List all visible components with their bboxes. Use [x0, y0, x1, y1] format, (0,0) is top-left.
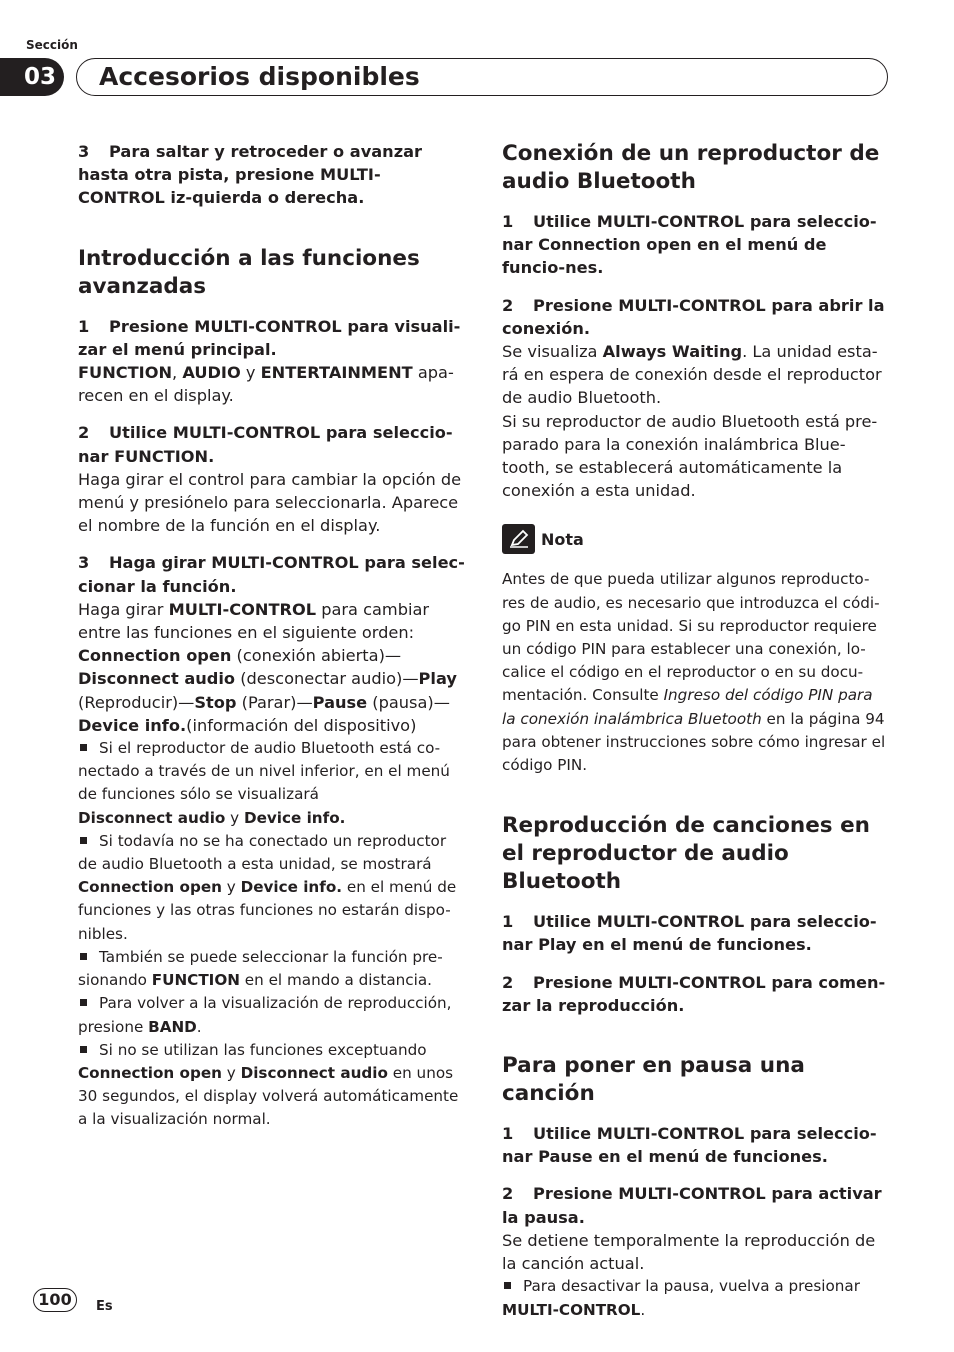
right-column: [502, 140, 890, 1322]
left-column: [78, 140, 466, 1132]
step-2-body: Se detiene temporalmente la reproducción de la canción actual.: [502, 1230, 876, 1274]
bullet-square-icon: [80, 1046, 87, 1053]
section-label: Sección: [26, 38, 78, 52]
step-2: 2 Utilice MULTI-CONTROL para seleccio-nar FUNCTION.: [78, 423, 453, 466]
heading-playback: Reproducción de canciones en el reproductor de audio Bluetooth: [502, 813, 870, 895]
step-1: 1 Utilice MULTI-CONTROL para seleccio-nar Pause en el menú de funciones.: [502, 1124, 877, 1167]
note-bullet: Para volver a la visualización de reproducción, presione BAND.: [78, 994, 452, 1036]
step-skip-track: 3 Para saltar y retroceder o avanzar hasta otra pista, presione MULTI-CONTROL iz-quierda o derecha.: [78, 142, 423, 208]
section-number-badge: 03: [0, 58, 64, 96]
note-bullet: Si no se utilizan las funciones exceptuando Connection open y Disconnect audio en unos 30 segundos, el display volverá automáticamente a la visualización normal.: [78, 1040, 459, 1129]
title-banner: [76, 58, 888, 96]
step-3-body: Haga girar MULTI-CONTROL para cambiar entre las funciones en el siguiente orden: Connection open (conexión abierta)— Disconnect audio (desconectar audio)—Play (Reproducir)—Stop (Parar)—Pause (pausa)— Device info.(información del dispositivo): [78, 599, 457, 735]
note-header: Nota: [502, 524, 890, 554]
step-1: 1 Utilice MULTI-CONTROL para seleccio-nar Play en el menú de funciones.: [502, 912, 877, 955]
step-1-body: FUNCTION, AUDIO y ENTERTAINMENT apa-recen en el display.: [78, 363, 454, 406]
heading-advanced-functions: Introducción a las funciones avanzadas: [78, 245, 420, 299]
bullet-square-icon: [80, 744, 87, 751]
bullet-square-icon: [80, 999, 87, 1006]
step-2: 2 Presione MULTI-CONTROL para comen-zar la reproducción.: [502, 972, 886, 1015]
step-3: 3 Haga girar MULTI-CONTROL para selec-cionar la función.: [78, 553, 465, 596]
step-1: 1 Presione MULTI-CONTROL para visuali-zar el menú principal.: [78, 316, 461, 359]
page-number: 100: [33, 1288, 77, 1312]
note-bullet: Si todavía no se ha conectado un reproductor de audio Bluetooth a esta unidad, se mostrará Connection open y Device info. en el menú de funciones y las otras funciones no estarán dispo-nibles.: [78, 831, 457, 943]
heading-pause: Para poner en pausa una canción: [502, 1053, 805, 1107]
step-2-body: Se visualiza Always Waiting. La unidad esta-rá en espera de conexión desde el reproductor de audio Bluetooth. Si su reproductor de audio Bluetooth está pre-parado para la conexión inalámbrica Blue-tooth, se establecerá automáticamente la conexión a esta unidad.: [502, 342, 882, 501]
note-text: Antes de que pueda utilizar algunos reproducto-res de audio, es necesario que introduzca el códi-go PIN en esta unidad. Si su reproductor requiere un código PIN para establecer una conexión, lo-calice el código en el reproductor o en su docu-mentación. Consulte Ingreso del código PIN para la conexión inalámbrica Bluetooth en la página 94 para obtener instrucciones sobre cómo ingresar el código PIN.: [502, 570, 886, 775]
bullet-square-icon: [80, 837, 87, 844]
step-1: 1 Utilice MULTI-CONTROL para seleccio-nar Connection open en el menú de funcio-nes.: [502, 212, 877, 278]
heading-bluetooth-connection: Conexión de un reproductor de audio Bluetooth: [502, 141, 880, 194]
note-bullet: Para desactivar la pausa, vuelva a presionar MULTI-CONTROL.: [502, 1277, 860, 1319]
bullet-square-icon: [80, 953, 87, 960]
step-2: 2 Presione MULTI-CONTROL para activar la pausa.: [502, 1184, 882, 1227]
note-bullet: También se puede seleccionar la función pre-sionando FUNCTION en el mando a distancia.: [78, 947, 443, 990]
bullet-square-icon: [504, 1282, 511, 1289]
pencil-note-icon: [502, 524, 535, 554]
note-bullet: Si el reproductor de audio Bluetooth está co-nectado a través de un nivel inferior, en el menú de funciones sólo se visualizará Disconnect audio y Device info.: [78, 739, 450, 827]
step-2: 2 Presione MULTI-CONTROL para abrir la conexión.: [502, 295, 885, 338]
step-2-body: Haga girar el control para cambiar la opción de menú y presiónelo para seleccionarla. Aparece el nombre de la función en el display.: [78, 469, 462, 536]
language-code: Es: [96, 1299, 113, 1314]
page-title: Accesorios disponibles: [99, 62, 420, 91]
